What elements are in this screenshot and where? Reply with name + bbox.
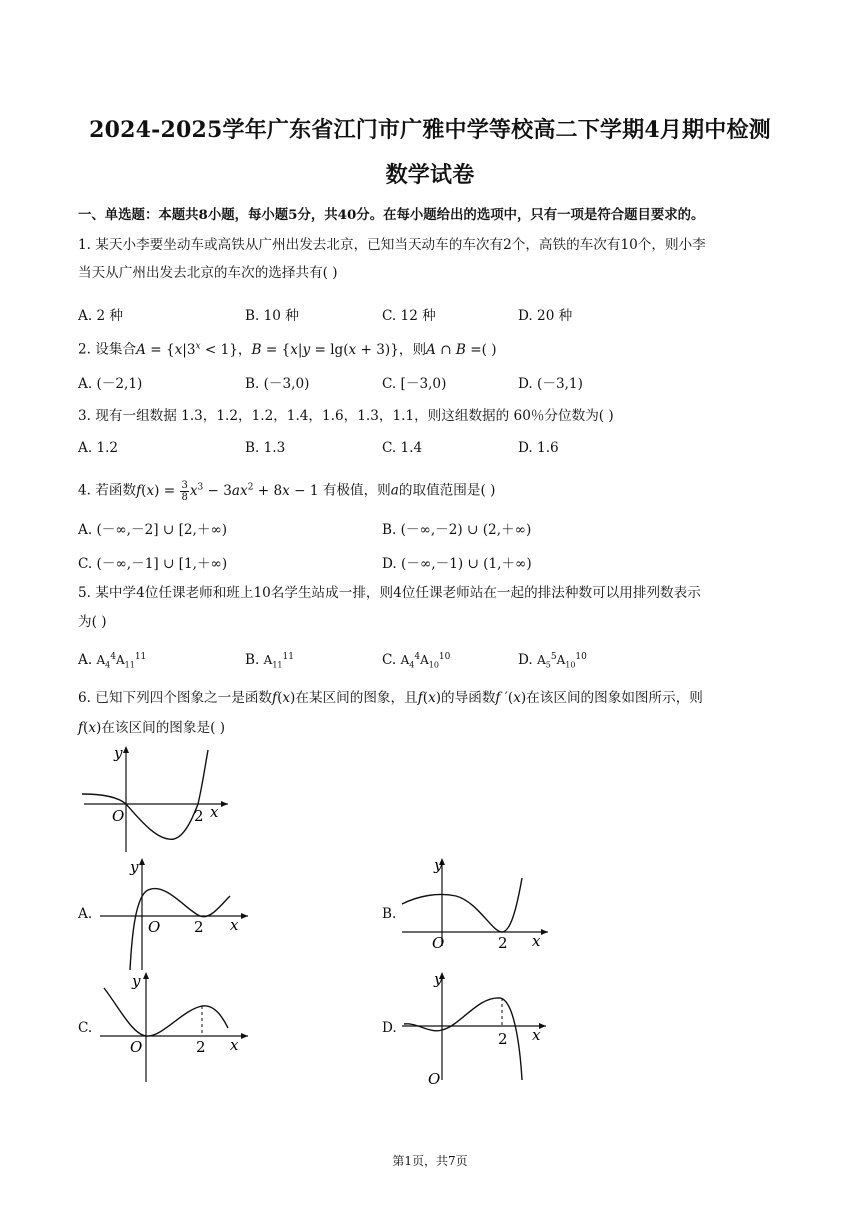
two-label: 2 — [194, 918, 204, 936]
y-label: y — [130, 858, 139, 876]
q4-stem-suffix: 有极值，则 — [322, 482, 391, 499]
origin-label: O — [432, 934, 445, 952]
q4-function-math: f(x) = $\frac{3}{8}$ $x^3 - 3ax^2 + 8x - 1$ — [136, 479, 323, 503]
paper-title-line1: 2024-2025学年广东省江门市广雅中学等校高二下学期4月期中检测 — [89, 117, 771, 143]
y-label: y — [132, 972, 141, 990]
x-label: x — [210, 803, 219, 821]
q6-option-a-label: A. — [78, 906, 93, 922]
derivative-graph — [78, 742, 238, 854]
q2-option-c: C. [－3,0) — [382, 376, 447, 392]
q6-line1: 6. 已知下列四个图象之一是函数f(x)在某区间的图象，且f(x)的导函数f ′(x)在该区间的图象如图所示，则 — [78, 690, 703, 706]
option-a-curve — [130, 889, 230, 970]
q6-option-c-label: C. — [78, 1020, 93, 1036]
q6-line2: f(x)在该区间的图象是( ) — [78, 720, 226, 736]
q2-stem-math: $A = \{x|3^x < 1\}$，B = {x|y = lg(x + 3)}，则A ∩ B =( ) — [136, 341, 497, 358]
fraction-3-8: $\frac{3}{8}$ — [181, 479, 188, 503]
option-b-graph — [398, 852, 558, 952]
q3-option-a: A. 1.2 — [78, 440, 119, 456]
option-c-curve — [104, 988, 228, 1036]
two-label: 2 — [196, 1038, 206, 1056]
y-label: y — [434, 856, 443, 874]
x-label: x — [532, 932, 541, 950]
x-axis-arrow — [241, 913, 248, 919]
q4-stem-prefix: 4. 若函数 — [78, 482, 137, 499]
q1-line2: 当天从广州出发去北京的车次的选择共有( ) — [78, 265, 338, 281]
q1-option-d: D. 20 种 — [518, 308, 573, 324]
q6-option-d-label: D. — [382, 1020, 397, 1036]
y-axis-arrow — [139, 858, 145, 865]
q2-stem-prefix: 2. 设集合 — [78, 341, 137, 358]
y-label: y — [114, 744, 123, 762]
paper-title-line2: 数学试卷 — [385, 162, 475, 188]
origin-label: O — [130, 1038, 143, 1056]
question-6 — [78, 683, 784, 743]
q5-option-a: A. $A_4^4A_{11}^{11}$ — [78, 652, 147, 670]
section-heading: 一、单选题：本题共8小题，每小题5分，共40分。在每小题给出的选项中，只有一项是符合题目要求的。 — [78, 207, 705, 223]
q4-stem-end: 的取值范围是( ) — [398, 482, 496, 499]
q5-option-b: B. $A_{11}^{11}$ — [245, 652, 294, 670]
q4-option-b: B. (－∞,－2) ∪ (2,＋∞) — [382, 522, 532, 538]
q4-option-c: C. (－∞,－1] ∪ [1,＋∞) — [78, 556, 228, 572]
two-label: 2 — [194, 807, 204, 825]
q1-line1: 1. 某天小李要坐动车或高铁从广州出发去北京，已知当天动车的车次有2个，高铁的车次有10个，则小李 — [78, 237, 706, 253]
q6-option-b-label: B. — [382, 906, 397, 922]
question-4 — [78, 473, 784, 505]
option-a-graph — [96, 852, 256, 972]
q1-option-c: C. 12 种 — [382, 308, 436, 324]
y-axis-arrow — [123, 746, 129, 753]
question-2 — [78, 332, 784, 364]
q4-option-a: A. (－∞,－2] ∪ [2,＋∞) — [78, 522, 228, 538]
x-axis-arrow — [541, 929, 548, 935]
q1-option-b: B. 10 种 — [245, 308, 299, 324]
q5-line2: 为( ) — [78, 614, 107, 630]
question-1 — [78, 231, 784, 287]
q2-option-a: A. (－2,1) — [78, 376, 143, 392]
derivative-curve — [82, 750, 208, 839]
x-axis-arrow — [221, 801, 228, 807]
y-label: y — [434, 970, 443, 988]
page-number: 第1页，共7页 — [392, 1154, 468, 1168]
q5-option-c: C. $A_4^4A_{10}^{10}$ — [382, 652, 451, 670]
x-label: x — [532, 1026, 541, 1044]
option-c-graph — [96, 966, 256, 1084]
x-axis-arrow — [241, 1033, 248, 1039]
q4-var-a: a — [390, 482, 399, 499]
q3-option-b: B. 1.3 — [245, 440, 286, 456]
origin-label: O — [112, 807, 125, 825]
q2-option-d: D. (－3,1) — [518, 376, 583, 392]
option-b-curve — [402, 878, 522, 932]
q3-option-c: C. 1.4 — [382, 440, 423, 456]
q1-option-a: A. 2 种 — [78, 308, 124, 324]
origin-label: O — [428, 1070, 441, 1084]
y-axis-arrow — [143, 972, 149, 979]
question-3: 3. 现有一组数据 1.3，1.2，1.2，1.4，1.6，1.3，1.1，则这组数据的 60％分位数为( ) — [78, 408, 614, 424]
q3-option-d: D. 1.6 — [518, 440, 559, 456]
option-d-graph — [398, 966, 558, 1084]
q5-line1: 5. 某中学4位任课老师和班上10名学生站成一排，则4位任课老师站在一起的排法种数可以用排列数表示 — [78, 585, 701, 601]
x-label: x — [230, 1036, 239, 1054]
q5-option-d: D. $A_5^5A_{10}^{10}$ — [518, 652, 587, 670]
two-label: 2 — [498, 934, 508, 952]
question-5 — [78, 579, 784, 637]
origin-label: O — [148, 918, 161, 936]
q2-option-b: B. (－3,0) — [245, 376, 310, 392]
x-label: x — [230, 916, 239, 934]
two-label: 2 — [498, 1030, 508, 1048]
q4-option-d: D. (－∞,－1) ∪ (1,＋∞) — [382, 556, 532, 572]
